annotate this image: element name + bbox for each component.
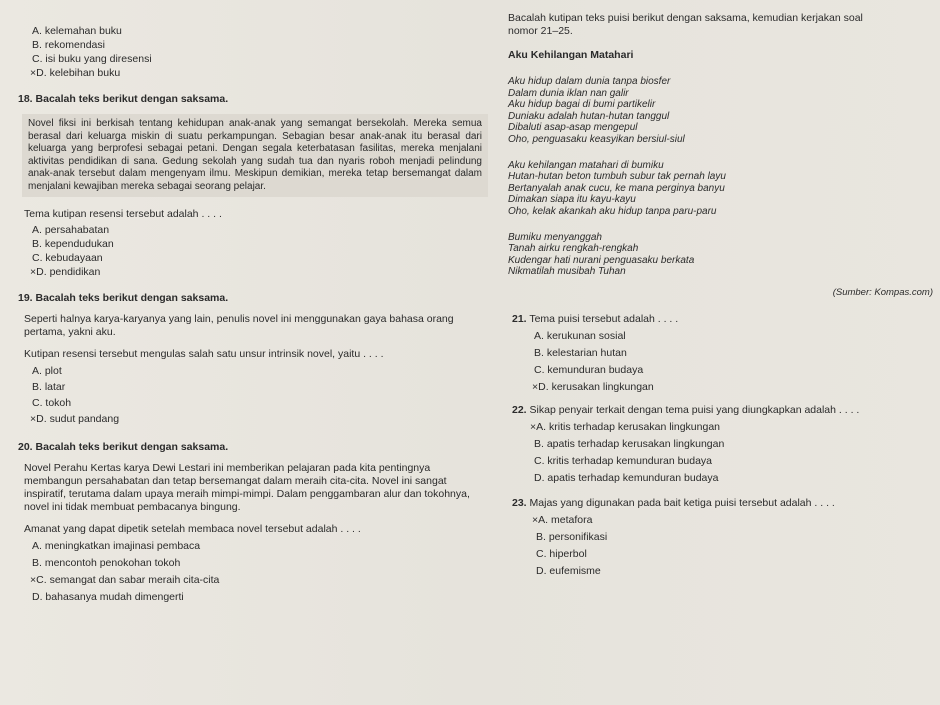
question-23-stem: 23. Majas yang digunakan pada bait ketiga puisi tersebut adalah . . . .: [512, 496, 835, 509]
option: B. rekomendasi: [32, 39, 105, 51]
option: B. apatis terhadap kerusakan lingkungan: [534, 437, 725, 450]
question-19-passage: Seperti halnya karya-karyanya yang lain, penulis novel ini menggunakan gaya bahasa orang pertama, yakni aku.: [24, 313, 454, 338]
instruction: [508, 12, 933, 38]
poem-line: Tanah airku rengkah-rengkah: [508, 243, 639, 255]
option: C. isi buku yang diresensi: [32, 53, 152, 65]
option: C. kritis terhadap kemunduran budaya: [534, 454, 713, 467]
option: A. plot: [32, 365, 62, 377]
poem-source: (Sumber: Kompas.com): [832, 286, 933, 298]
q17-options: [18, 24, 488, 80]
option: B. mencontoh penokohan tokoh: [32, 557, 181, 569]
question-22-stem: 22. Sikap penyair terkait dengan tema puisi yang diungkapkan adalah . . . .: [512, 403, 860, 416]
q18-options: [18, 223, 488, 279]
instruction-line: Bacalah kutipan teks puisi berikut dengan saksama, kemudian kerjakan soal: [508, 12, 863, 24]
option: C. kemunduran budaya: [534, 363, 644, 376]
right-column: [508, 12, 933, 581]
option: D. eufemisme: [536, 564, 601, 577]
poem-line: Bumiku menyanggah: [508, 231, 602, 243]
option: B. latar: [32, 381, 66, 393]
option: A. persahabatan: [32, 224, 110, 236]
left-column: [18, 24, 488, 607]
q22-options: [508, 420, 933, 488]
option-marked: ×D. sudut pandang: [30, 413, 120, 425]
option: D. apatis terhadap kemunduran budaya: [534, 471, 719, 484]
option: C. kebudayaan: [32, 252, 103, 264]
option: B. kelestarian hutan: [534, 346, 627, 359]
poem-line: Dimakan siapa itu kayu-kayu: [508, 194, 636, 206]
question-18-stem: Tema kutipan resensi tersebut adalah . . . .: [24, 208, 222, 220]
poem-line: Nikmatilah musibah Tuhan: [508, 266, 626, 278]
question-20-passage: Novel Perahu Kertas karya Dewi Lestari ini memberikan pelajaran pada kita pentingnya membangun persahabatan dan tetap bersemangat dalam meraih cita-cita. Novel ini sangat inspiratif, terutama dalam upaya meraih mimpi-mimpi. Dalam penggambaran alur dan tokohnya, novel ini tidak membuat pembacanya bingung.: [24, 462, 470, 513]
option: A. kerukunan sosial: [534, 329, 626, 342]
poem-line: Aku kehilangan matahari di bumiku: [508, 159, 664, 171]
poem-line: Dibaluti asap-asap mengepul: [508, 122, 638, 134]
poem: [508, 76, 933, 278]
option: D. bahasanya mudah dimengerti: [32, 591, 184, 603]
poem-stanza-3: [508, 232, 933, 278]
option: C. tokoh: [32, 397, 72, 409]
poem-title: Aku Kehilangan Matahari: [508, 49, 634, 61]
poem-line: Kudengar hati nurani penguasaku berkata: [508, 254, 695, 266]
question-19-stem: Kutipan resensi tersebut mengulas salah satu unsur intrinsik novel, yaitu . . . .: [24, 348, 384, 360]
option: C. hiperbol: [536, 547, 587, 560]
option: A. kelemahan buku: [32, 25, 122, 37]
poem-line: Dalam dunia iklan nan galir: [508, 87, 629, 99]
q23-options: [508, 513, 933, 581]
option-marked: ×A. metafora: [532, 513, 593, 526]
option: B. kependudukan: [32, 238, 114, 250]
poem-stanza-2: [508, 160, 933, 218]
question-20-title: 20. Bacalah teks berikut dengan saksama.: [18, 441, 229, 453]
poem-line: Duniaku adalah hutan-hutan tanggul: [508, 110, 670, 122]
poem-line: Aku hidup dalam dunia tanpa biosfer: [508, 76, 671, 87]
option: A. meningkatkan imajinasi pembaca: [32, 540, 201, 552]
question-20-stem: Amanat yang dapat dipetik setelah membaca novel tersebut adalah . . . .: [24, 523, 361, 535]
option: B. personifikasi: [536, 530, 608, 543]
instruction-line: nomor 21–25.: [508, 25, 573, 37]
question-18-passage: Novel fiksi ini berkisah tentang kehidupan anak-anak yang semangat bersekolah. Mereka semua berasal dari keluarga miskin di suatu perkampungan. Sebagian besar anak-anak itu berasal dari keluarga yang berprofesi sebagai petani. Dengan segala keterbatasan fasilitas, mereka menjalani aktivitas pendidikan di sana. Gedung sekolah yang sudah tua dan nyaris roboh menjadi pelindung anak-anak tersebut dalam mengenyam ilmu. Meskipun demikian, mereka tetap bersemangat dalam menjalani kewajiban mereka sebagai seorang pelajar.: [22, 114, 488, 197]
option-marked: ×D. pendidikan: [30, 266, 101, 278]
option-marked: ×C. semangat dan sabar meraih cita-cita: [30, 574, 220, 586]
poem-line: Oho, kelak akankah aku hidup tanpa paru-paru: [508, 205, 717, 217]
poem-stanza-1: [508, 76, 933, 146]
option-marked: ×A. kritis terhadap kerusakan lingkungan: [530, 420, 721, 433]
question-18-title: 18. Bacalah teks berikut dengan saksama.: [18, 93, 229, 105]
q20-options: [18, 539, 488, 607]
poem-line: Hutan-hutan beton tumbuh subur tak pernah layu: [508, 171, 726, 183]
option-marked: ×D. kelebihan buku: [30, 67, 121, 79]
question-21-stem: 21. Tema puisi tersebut adalah . . . .: [512, 312, 679, 325]
option-marked: ×D. kerusakan lingkungan: [532, 380, 654, 393]
q19-options: [18, 364, 488, 428]
poem-line: Oho, penguasaku keasyikan bersiul-siul: [508, 133, 685, 145]
poem-line: Bertanyalah anak cucu, ke mana perginya banyu: [508, 182, 725, 194]
q21-options: [508, 329, 933, 397]
question-19-title: 19. Bacalah teks berikut dengan saksama.: [18, 292, 229, 304]
poem-line: Aku hidup bagai di bumi partikelir: [508, 99, 656, 111]
